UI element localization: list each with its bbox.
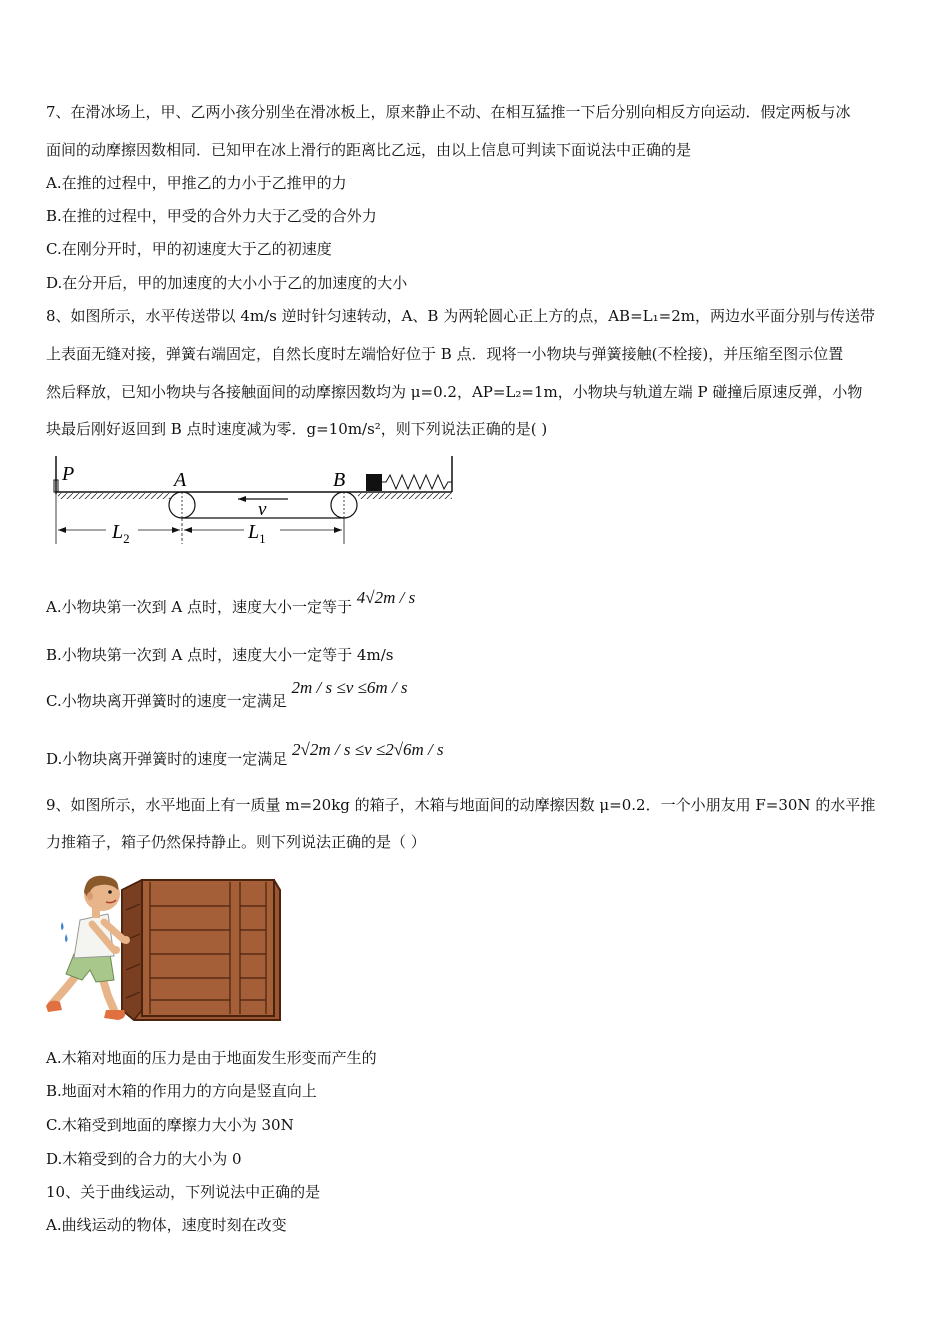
- label-l1: $L_1$: [248, 521, 266, 546]
- q8-option-a: [46, 588, 416, 617]
- q7-stem-line2: 面间的动摩擦因数相同．已知甲在冰上滑行的距离比乙远，由以上信息可判读下面说法中正确的是: [46, 141, 692, 159]
- q9-option-a: A.木箱对地面的压力是由于地面发生形变而产生的: [46, 1049, 377, 1067]
- q9-stem-line2: 力推箱子，箱子仍然保持静止。则下列说法正确的是（ ）: [46, 833, 426, 851]
- q7-stem-line1: 7、在滑冰场上，甲、乙两小孩分别坐在滑冰板上，原来静止不动、在相互猛推一下后分别向相反方向运动．假定两板与冰: [46, 103, 851, 121]
- label-l2: $L_2$: [112, 521, 130, 546]
- q8-option-d-text: D.小物块离开弹簧时的速度一定满足: [46, 750, 288, 768]
- q8-option-c-math: 2m / s ≤v ≤6m / s: [291, 678, 408, 697]
- q10-option-a: A.曲线运动的物体，速度时刻在改变: [46, 1216, 287, 1234]
- q8-option-d-math: 2√2m / s ≤v ≤2√6m / s: [292, 740, 444, 759]
- q9-option-d: D.木箱受到的合力的大小为 0: [46, 1150, 242, 1168]
- sweat-drops-icon: [61, 922, 68, 942]
- q7-option-b: B.在推的过程中，甲受的合外力大于乙受的合外力: [46, 207, 377, 225]
- child-pushing-crate-illustration: [44, 870, 294, 1025]
- child: [46, 876, 130, 1020]
- q8-option-c-text: C.小物块离开弹簧时的速度一定满足: [46, 692, 287, 710]
- q8-stem-line4: 块最后刚好返回到 B 点时速度减为零．g=10m/s²，则下列说法正确的是( ): [46, 420, 548, 438]
- q7-option-a: A.在推的过程中，甲推乙的力小于乙推甲的力: [46, 174, 347, 192]
- q7-option-c: C.在刚分开时，甲的初速度大于乙的初速度: [46, 240, 332, 258]
- label-a: A: [174, 469, 187, 491]
- q8-stem-line1: 8、如图所示，水平传送带以 4m/s 逆时针匀速转动，A、B 为两轮圆心正上方的点，AB=L₁=2m，两边水平面分别与传送带: [46, 307, 875, 325]
- q8-option-a-text: A.小物块第一次到 A 点时，速度大小一定等于: [46, 598, 352, 616]
- q9-option-c: C.木箱受到地面的摩擦力大小为 30N: [46, 1116, 294, 1134]
- label-v: v: [258, 499, 267, 520]
- q8-stem-line2: 上表面无缝对接，弹簧右端固定，自然长度时左端恰好位于 B 点．现将一小物块与弹簧接触(不栓接)，并压缩至图示位置: [46, 345, 844, 363]
- q8-option-a-math: 4√2m / s: [356, 588, 416, 607]
- q9-option-b: B.地面对木箱的作用力的方向是竖直向上: [46, 1082, 317, 1100]
- crate: [122, 880, 280, 1020]
- label-p: P: [62, 463, 75, 485]
- q7-option-d: D.在分开后，甲的加速度的大小小于乙的加速度的大小: [46, 274, 408, 292]
- spring: [382, 475, 452, 489]
- q8-option-c: [46, 678, 408, 711]
- q8-option-b: B.小物块第一次到 A 点时，速度大小一定等于 4m/s: [46, 646, 394, 664]
- block: [366, 474, 382, 491]
- q8-option-d: [46, 740, 444, 769]
- q10-stem: 10、关于曲线运动，下列说法中正确的是: [46, 1183, 321, 1201]
- label-b: B: [333, 469, 346, 491]
- q8-stem-line3: 然后释放，已知小物块与各接触面间的动摩擦因数均为 μ=0.2，AP=L₂=1m，小物块与轨道左端 P 碰撞后原速反弹，小物: [46, 383, 863, 401]
- q9-stem-line1: 9、如图所示，水平地面上有一质量 m=20kg 的箱子，木箱与地面间的动摩擦因数 μ=0.2．一个小朋友用 F=30N 的水平推: [46, 796, 876, 814]
- conveyor-belt-diagram: [48, 452, 460, 552]
